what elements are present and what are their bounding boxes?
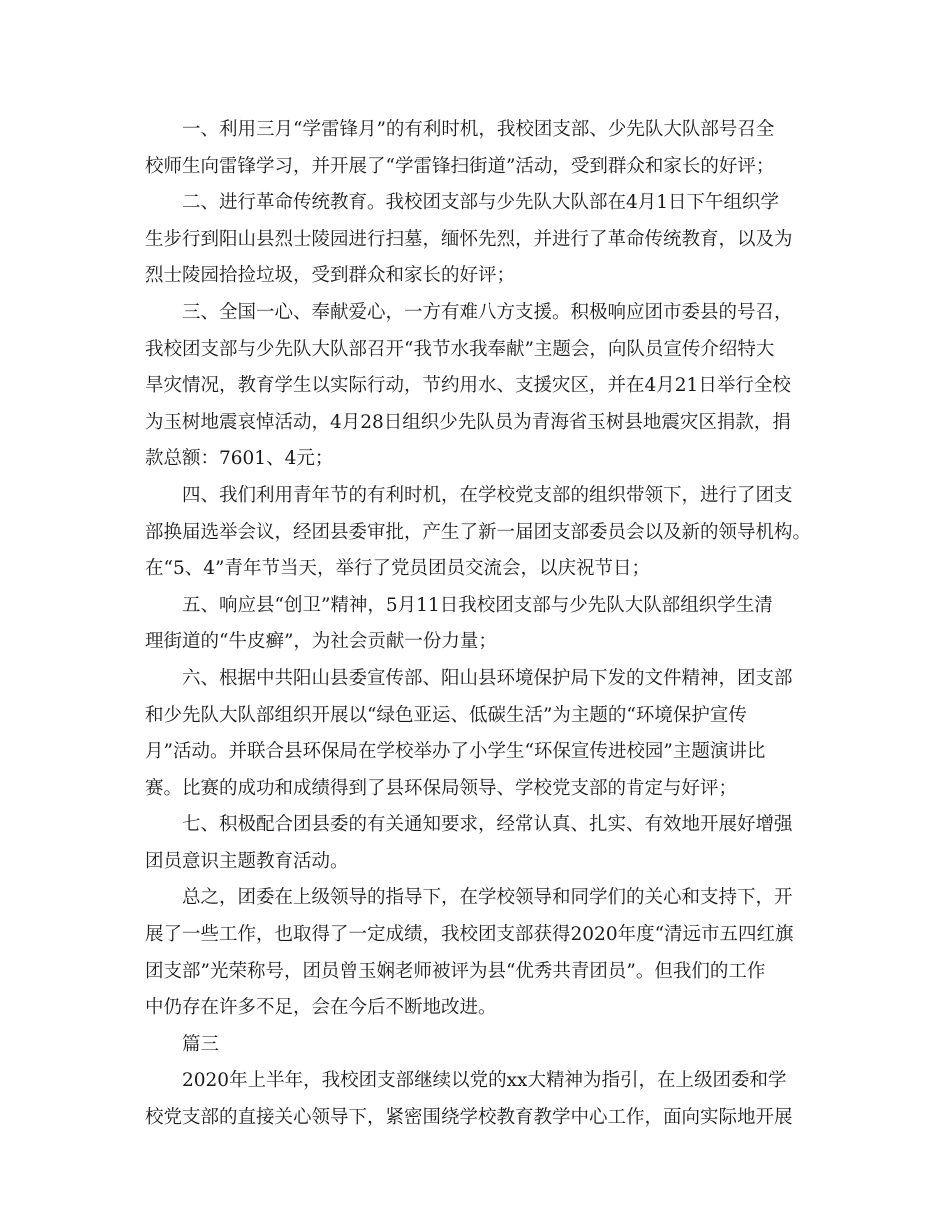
text-line: 三、全国一心、奉献爱心，一方有难八方支援。积极响应团市委县的号召， xyxy=(182,301,793,323)
text-line: 月”活动。并联合县环保局在学校举办了小学生“环保宣传进校园”主题演讲比 xyxy=(145,741,766,763)
text-line: 2020年上半年，我校团支部继续以党的xx大精神为指引，在上级团委和学 xyxy=(182,1070,787,1092)
text-line: 二、进行革命传统教育。我校团支部与少先队大队部在4月1日下午组织学 xyxy=(182,192,780,214)
text-line: 七、积极配合团县委的有关通知要求，经常认真、扎实、有效地开展好增强 xyxy=(182,814,793,836)
text-line: 四、我们利用青年节的有利时机，在学校党支部的组织带领下，进行了团支 xyxy=(182,484,793,506)
text-line: 总之，团委在上级领导的指导下，在学校领导和同学们的关心和支持下，开 xyxy=(182,887,793,909)
text-line: 烈士陵园拾捡垃圾，受到群众和家长的好评； xyxy=(145,265,516,287)
text-line: 和少先队大队部组织开展以“绿色亚运、低碳生活”为主题的“环境保护宣传 xyxy=(145,704,747,726)
document-body xyxy=(145,112,811,1137)
text-line: 校党支部的直接关心领导下，紧密围绕学校教育教学中心工作，面向实际地开展 xyxy=(145,1107,793,1129)
text-line: 部换届选举会议，经团县委审批，产生了新一届团支部委员会以及新的领导机构。 xyxy=(145,521,812,543)
text-line: 一、利用三月“学雷锋月”的有利时机，我校团支部、少先队大队部号召全 xyxy=(182,119,775,140)
text-line: 展了一些工作，也取得了一定成绩，我校团支部获得2020年度“清远市五四红旗 xyxy=(145,924,794,946)
text-line: 团员意识主题教育活动。 xyxy=(145,850,349,872)
text-line: 中仍存在许多不足，会在今后不断地改进。 xyxy=(145,997,497,1019)
text-line: 在“5、4”青年节当天，举行了党员团员交流会，以庆祝节日； xyxy=(145,558,650,580)
text-line: 六、根据中共阳山县委宣传部、阳山县环境保护局下发的文件精神，团支部 xyxy=(182,667,793,689)
text-line: 团支部”光荣称号，团员曾玉娴老师被评为县“优秀共青团员”。但我们的工作 xyxy=(145,960,766,982)
text-line: 赛。比赛的成功和成绩得到了县环保局领导、学校党支部的肯定与好评； xyxy=(145,777,738,799)
section-heading: 篇三 xyxy=(182,1033,220,1055)
text-line: 我校团支部与少先队大队部召开“我节水我奉献”主题会，向队员宣传介绍特大 xyxy=(145,338,775,360)
text-line: 旱灾情况，教育学生以实际行动，节约用水、支援灾区，并在4月21日举行全校 xyxy=(145,375,791,397)
text-line: 校师生向雷锋学习，并开展了“学雷锋扫街道”活动，受到群众和家长的好评； xyxy=(145,155,775,177)
text-line: 为玉树地震哀悼活动，4月28日组织少先队员为青海省玉树县地震灾区捐款，捐 xyxy=(145,411,791,433)
text-line: 理街道的“牛皮癣”，为社会贡献一份力量； xyxy=(145,631,497,653)
text-line: 五、响应县“创卫”精神，5月11日我校团支部与少先队大队部组织学生清 xyxy=(182,594,773,616)
text-line: 款总额：7601、4元； xyxy=(145,448,334,470)
text-line: 生步行到阳山县烈士陵园进行扫墓，缅怀先烈，并进行了革命传统教育，以及为 xyxy=(145,228,793,250)
